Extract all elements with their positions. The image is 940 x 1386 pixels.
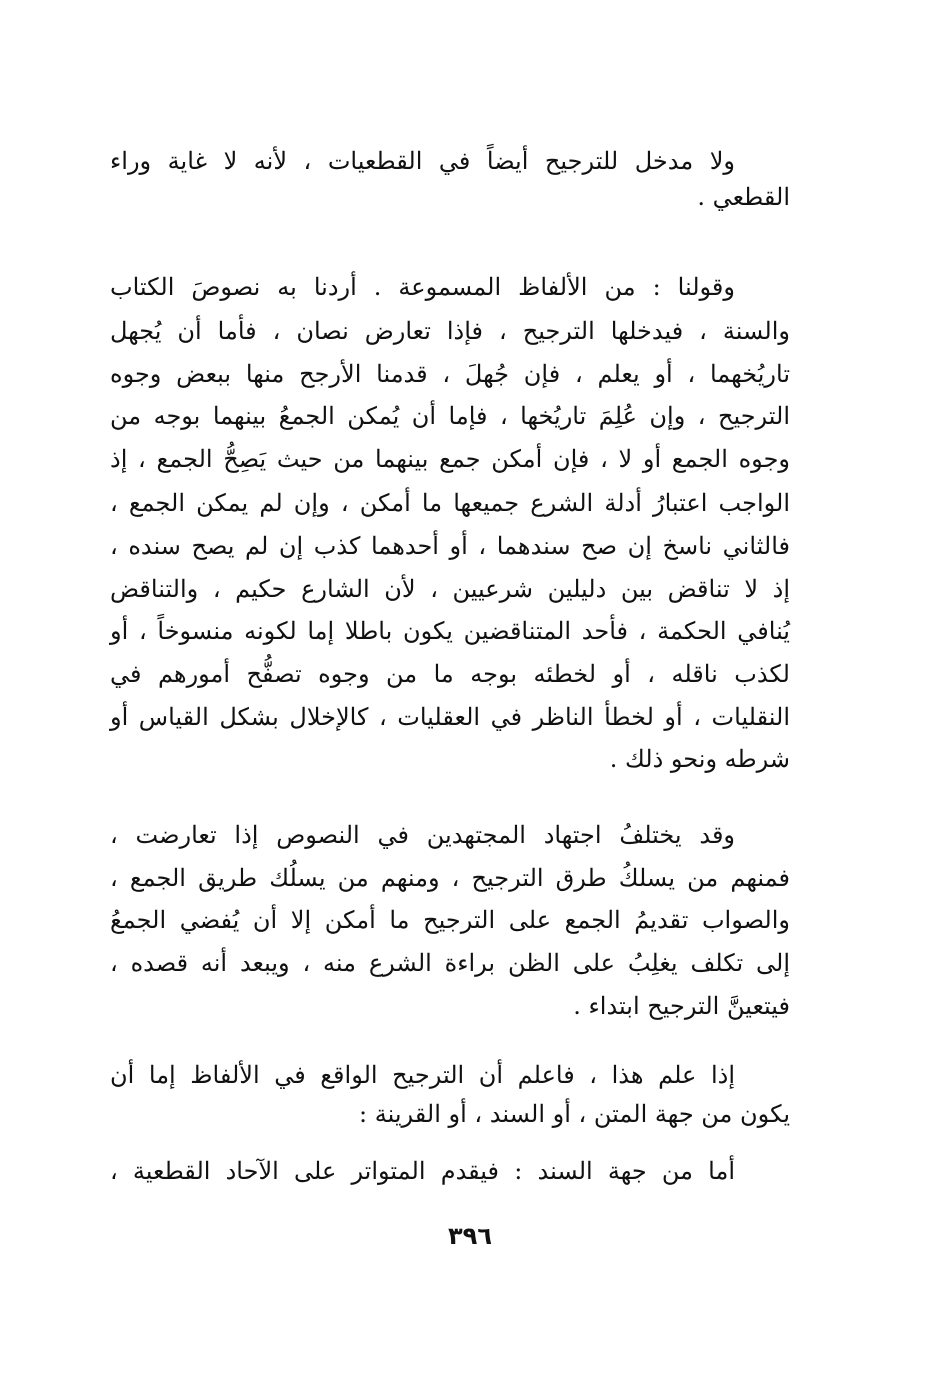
text-line: والسنة ، فيدخلها الترجيح ، فإذا تعارض نصان ، فأما أن يُجهل (110, 317, 790, 345)
text-line: تاريُخهما ، أو يعلم ، فإن جُهلَ ، قدمنا الأرجح منها ببعض وجوه (110, 360, 790, 388)
text-line: إذ لا تناقض بين دليلين شرعيين ، لأن الشارع حكيم ، والتناقض (110, 575, 790, 603)
text-line: القطعي . (697, 183, 790, 211)
text-line: ولا مدخل للترجيح أيضاً في القطعيات ، لأنه لا غاية وراء (110, 147, 735, 175)
text-line: أما من جهة السند : فيقدم المتواتر على الآحاد القطعية ، (110, 1157, 735, 1185)
text-line: فمنهم من يسلكُ طرق الترجيح ، ومنهم من يسلُك طريق الجمع ، (110, 864, 790, 892)
text-line: الواجب اعتبارُ أدلة الشرع جميعها ما أمكن ، وإن لم يمكن الجمع ، (110, 489, 790, 517)
text-line: يكون من جهة المتن ، أو السند ، أو القرينة : (359, 1100, 790, 1128)
text-line: الترجيح ، وإن عُلِمَ تاريُخها ، فإما أن يُمكن الجمعُ بينهما بوجه من (110, 402, 790, 430)
page-number: ٣٩٦ (448, 1222, 492, 1250)
text-line: النقليات ، أو لخطأ الناظر في العقليات ، كالإخلال بشكل القياس أو (110, 703, 790, 731)
text-line: فيتعينَّ الترجيح ابتداء . (573, 992, 790, 1020)
text-line: وقد يختلفُ اجتهاد المجتهدين في النصوص إذا تعارضت ، (110, 821, 735, 849)
text-line: فالثاني ناسخ إن صح سندهما ، أو أحدهما كذب إن لم يصح سنده ، (110, 532, 790, 560)
text-line: يُنافي الحكمة ، فأحد المتناقضين يكون باطلا إما لكونه منسوخاً ، أو (110, 617, 790, 645)
text-line: شرطه ونحو ذلك . (609, 745, 790, 773)
text-line: والصواب تقديمُ الجمع على الترجيح ما أمكن إلا أن يُفضي الجمعُ (110, 906, 790, 934)
text-line: إلى تكلف يغلِبُ على الظن براءة الشرع منه ، ويبعد أنه قصده ، (110, 949, 790, 977)
text-line: وقولنا : من الألفاظ المسموعة . أردنا به نصوصَ الكتاب (110, 273, 735, 301)
text-line: وجوه الجمع أو لا ، فإن أمكن جمع بينهما من حيث يَصِحُّ الجمع ، إذ (110, 445, 790, 473)
text-line: لكذب ناقله ، أو لخطئه بوجه ما من وجوه تصفُّح أمورهم في (110, 660, 790, 688)
text-line: إذا علم هذا ، فاعلم أن الترجيح الواقع في الألفاظ إما أن (110, 1061, 735, 1089)
